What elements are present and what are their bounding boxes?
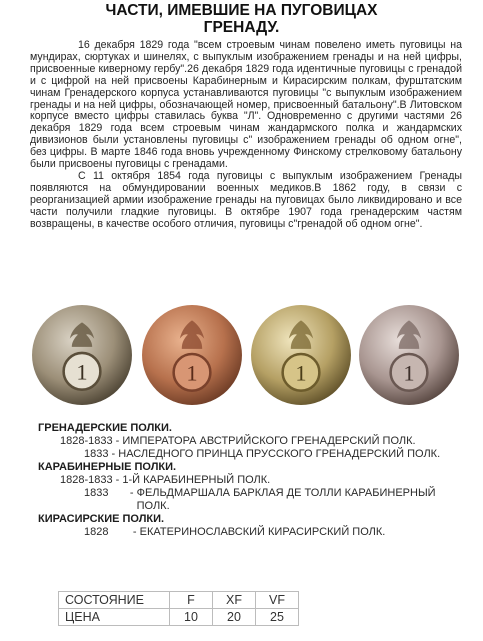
regiment-entry bbox=[38, 526, 458, 539]
button-image-brass bbox=[250, 304, 352, 406]
group-title: КИРАСИРСКИЕ ПОЛКИ. bbox=[38, 513, 165, 525]
grade-cell: XF bbox=[213, 592, 256, 609]
paragraph-1: 16 декабря 1829 года "всем строевым чинам повелено иметь пуговицы на мундирах, сюртуках и шинелях, с выпуклым изображением гренады и на ней цифры, присвоенные киверному гербу".26 декабря 1829 года идентичные пуговицы с гренадой и с цифрой на ней присвоены Карабинерным и Кирасирским полкам, фурштатским чинам Гренадерского корпуса устанавливаются пуговицы "с выпуклым изображением гренады и на ней цифры, обозначающей номер, присвоенный батальону".В Литовском корпусе вместо цифры ставилась буква "Л". Одновременно с другими частями 26 декабря 1829 года всем строевым чинам жандармского полка и жандармских дивизионов были установлены пуговицы с" изображением гренады об одном огне", без цифры. В марте 1846 года вновь учрежденному Финскому стрелковому батальону были присвоены пуговицы с гренадами. bbox=[30, 39, 462, 171]
entry-name: ФЕЛЬДМАРШАЛА БАРКЛАЯ ДЕ ТОЛЛИ КАРАБИНЕРНЫЙ ПОЛК. bbox=[136, 487, 436, 512]
entry-name: НАСЛЕДНОГО ПРИНЦА ПРУССКОГО ГРЕНАДЕРСКИЙ ПОЛК. bbox=[118, 448, 441, 460]
entry-separator: - bbox=[108, 526, 140, 538]
group-title: ГРЕНАДЕРСКИЕ ПОЛКИ. bbox=[38, 422, 172, 434]
regiment-list bbox=[38, 422, 458, 539]
regiment-group-grenadier bbox=[38, 422, 458, 461]
entry-name: ЕКАТЕРИНОСЛАВСКИЙ КИРАСИРСКИЙ ПОЛК. bbox=[139, 526, 386, 538]
history-text bbox=[30, 40, 462, 231]
state-label: СОСТОЯНИЕ bbox=[59, 592, 170, 609]
grade-cell: VF bbox=[256, 592, 299, 609]
price-cell: 25 bbox=[256, 609, 299, 626]
button-numeral: 1 bbox=[76, 359, 88, 385]
entry-separator: - bbox=[108, 487, 137, 499]
condition-row bbox=[59, 592, 299, 609]
entry-separator: - bbox=[112, 474, 123, 486]
buttons-photo bbox=[0, 304, 483, 412]
button-numeral: 1 bbox=[403, 360, 415, 386]
price-label: ЦЕНА bbox=[59, 609, 170, 626]
entry-years: 1828 bbox=[84, 526, 109, 538]
price-cell: 20 bbox=[213, 609, 256, 626]
button-image-copper bbox=[141, 304, 243, 406]
regiment-entry bbox=[38, 487, 458, 513]
button-image-grey bbox=[31, 304, 133, 406]
regiment-entry bbox=[38, 474, 458, 487]
entry-name: 1-Й КАРАБИНЕРНЫЙ ПОЛК. bbox=[122, 474, 271, 486]
button-numeral: 1 bbox=[295, 360, 307, 386]
entry-name: ИМПЕРАТОРА АВСТРИЙСКОГО ГРЕНАДЕРСКИЙ ПОЛК. bbox=[122, 435, 416, 447]
price-row bbox=[59, 609, 299, 626]
price-table bbox=[58, 591, 299, 626]
entry-years: 1828-1833 bbox=[60, 474, 113, 486]
paragraph-2: С 11 октября 1854 года пуговицы с выпуклым изображением Гренады появляются на обмундировании военных медиков.В 1862 году, в связи с реорганизацией армии изображение гренады на пуговицах было ликвидировано и все части получили гладкие пуговицы. В октябре 1907 года гренадерским частям возвращены, в качестве особого отличия, пуговицы с"гренадой об одном огне". bbox=[30, 169, 462, 230]
title-line-2: ГРЕНАДУ. bbox=[203, 19, 280, 36]
regiment-group-cuirassier bbox=[38, 513, 458, 539]
regiment-entry bbox=[38, 435, 458, 448]
entry-separator: - bbox=[112, 435, 123, 447]
group-title: КАРАБИНЕРНЫЕ ПОЛКИ. bbox=[38, 461, 177, 473]
page-title bbox=[0, 2, 483, 36]
regiment-entry bbox=[38, 448, 458, 461]
entry-years: 1828-1833 bbox=[60, 435, 113, 447]
price-cell: 10 bbox=[170, 609, 213, 626]
regiment-group-carabinier bbox=[38, 461, 458, 513]
button-numeral: 1 bbox=[186, 360, 198, 386]
title-line-1: ЧАСТИ, ИМЕВШИЕ НА ПУГОВИЦАХ bbox=[105, 2, 378, 19]
entry-separator: - bbox=[108, 448, 119, 460]
entry-years: 1833 bbox=[84, 448, 109, 460]
entry-years: 1833 bbox=[84, 487, 109, 499]
button-image-worn bbox=[358, 304, 460, 406]
grade-cell: F bbox=[170, 592, 213, 609]
